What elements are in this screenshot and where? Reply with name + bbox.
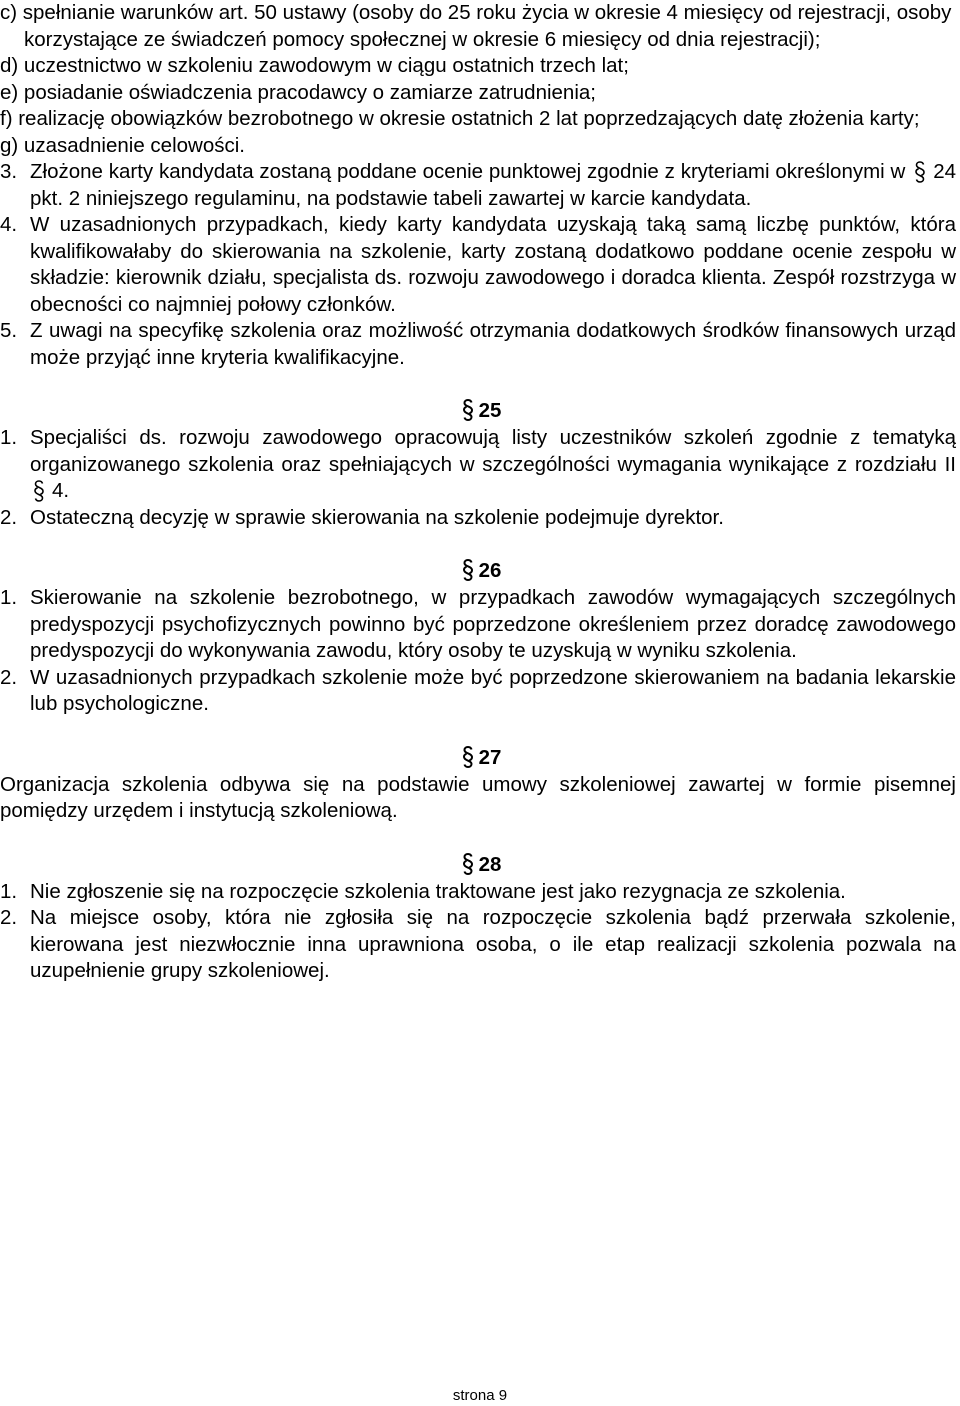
numbered-item-4 xyxy=(0,212,960,318)
section-number: 26 xyxy=(478,559,502,582)
item-text: Nie zgłoszenie się na rozpoczęcie szkolenia traktowane jest jako rezygnacja ze szkolenia. xyxy=(30,879,846,903)
item-text: Skierowanie na szkolenie bezrobotnego, w przypadkach zawodów wymagających szczególnych predyspozycji psychofizycznych powinno być poprzedzone określeniem przez doradcę zawodowego predyspozycji do wykonywania zawodu, który osoby te uzyskują w wyniku szkolenia. xyxy=(30,586,956,662)
list-item-d: d) uczestnictwo w szkoleniu zawodowym w ciągu ostatnich trzech lat; xyxy=(0,54,629,77)
section-sign-icon xyxy=(461,558,475,582)
item-number: 1. xyxy=(0,879,18,903)
s25-item-2 xyxy=(0,505,960,532)
list-item-e: e) posiadanie oświadczenia pracodawcy o zamiarze zatrudnienia; xyxy=(0,80,596,104)
item-number: 1. xyxy=(0,586,18,609)
item-text-part1: Złożone karty kandydata zostaną poddane ocenie punktowej zgodnie z kryteriami określonymi w xyxy=(30,160,906,183)
numbered-item-3 xyxy=(0,159,960,212)
list-item-g: g) uzasadnienie celowości. xyxy=(0,133,245,157)
item-text: Ostateczną decyzję w sprawie skierowania na szkolenie podejmuje dyrektor. xyxy=(30,505,724,529)
item-number: 4. xyxy=(0,213,18,236)
item-text: Z uwagi na specyfikę szkolenia oraz możliwość otrzymania dodatkowych środków finansowych urząd może przyjąć inne kryteria kwalifikacyjne. xyxy=(30,319,956,369)
item-number: 5. xyxy=(0,319,18,342)
list-item-f: f) realizację obowiązków bezrobotnego w okresie ostatnich 2 lat poprzedzających datę złożenia karty; xyxy=(0,107,920,130)
item-number: 2. xyxy=(0,665,18,689)
item-text: W uzasadnionych przypadkach szkolenie może być poprzedzone skierowaniem na badania lekarskie lub psychologiczne. xyxy=(30,665,956,715)
section-sign-icon xyxy=(461,745,475,769)
item-text: Na miejsce osoby, która nie zgłosiła się na rozpoczęcie szkolenia bądź przerwała szkolenie, kierowana jest niezwłocznie inna uprawniona osoba, o ile etap realizacji szkolenia pozwala na uzupełnienie grupy szkoleniowej. xyxy=(30,906,956,982)
item-number: 2. xyxy=(0,505,18,529)
section-heading-26 xyxy=(0,557,960,585)
s26-item-1 xyxy=(0,585,960,665)
numbered-item-5 xyxy=(0,318,960,371)
item-text-part2: 24 pkt. 2 niniejszego regulaminu, na podstawie tabeli zawartej w karcie kandydata. xyxy=(30,160,956,210)
s28-item-1 xyxy=(0,879,960,906)
item-number: 3. xyxy=(0,160,18,183)
page-number: strona 9 xyxy=(452,1387,508,1404)
item-text-part1: Specjaliści ds. rozwoju zawodowego opracowują listy uczestników szkoleń zgodnie z tematyką organizowanego szkolenia oraz spełniających w szczególności wymagania wynikające z rozdziału II xyxy=(30,426,956,476)
section-sign-icon xyxy=(32,479,46,503)
s25-item-1 xyxy=(0,425,960,505)
item-text-part2: 4. xyxy=(52,479,70,502)
section-heading-28 xyxy=(0,851,960,879)
section-number: 27 xyxy=(478,745,502,769)
section-sign-icon xyxy=(461,398,475,422)
s28-item-2 xyxy=(0,905,960,985)
section-number: 25 xyxy=(478,399,502,422)
s27-paragraph: Organizacja szkolenia odbywa się na podstawie umowy szkoleniowej zawartej w formie pisemnej pomiędzy urzędem i instytucją szkoleniową. xyxy=(0,772,956,822)
item-number: 1. xyxy=(0,426,18,449)
s26-item-2 xyxy=(0,665,960,718)
section-sign-icon xyxy=(913,160,927,184)
list-item-c: c) spełnianie warunków art. 50 ustawy (osoby do 25 roku życia w okresie 4 miesięcy od rejestracji, osoby korzystające ze świadczeń pomocy społecznej w okresie 6 miesięcy od dnia rejestracji); xyxy=(0,1,952,51)
section-heading-27 xyxy=(0,744,960,772)
section-heading-25 xyxy=(0,397,960,425)
item-number: 2. xyxy=(0,906,18,929)
item-text: W uzasadnionych przypadkach, kiedy karty kandydata uzyskają taką samą liczbę punktów, która kwalifikowałaby do skierowania na szkolenie, karty zostaną dodatkowo poddane ocenie zespołu w składzie: kierownik działu, specjalista ds. rozwoju zawodowego i doradca klienta. Zespół rozstrzyga w obecności co najmniej połowy członków. xyxy=(30,213,956,316)
section-number: 28 xyxy=(478,852,502,876)
section-sign-icon xyxy=(461,852,475,876)
